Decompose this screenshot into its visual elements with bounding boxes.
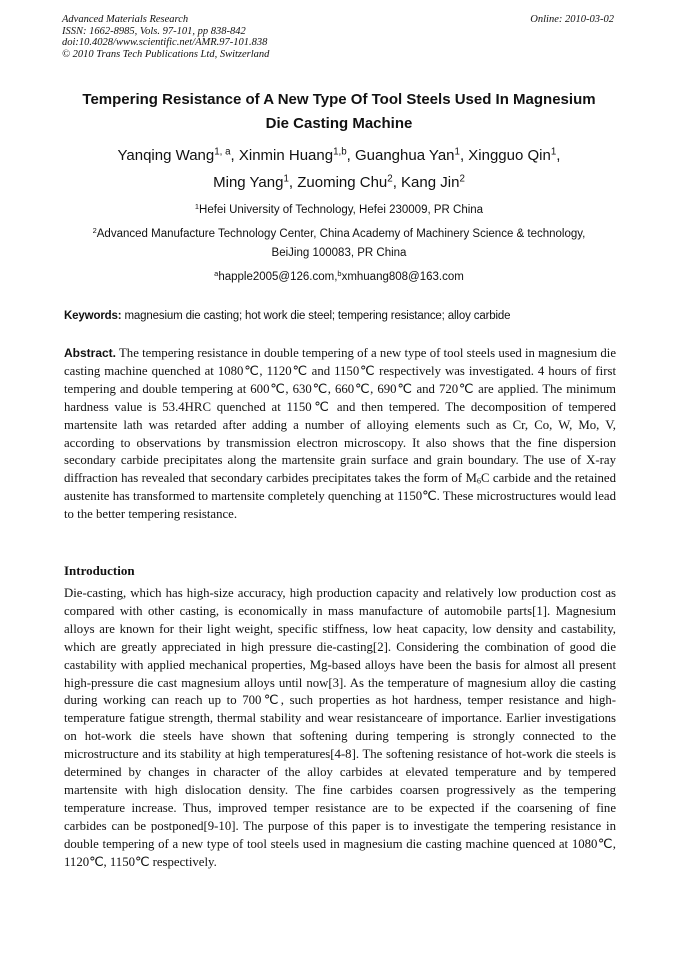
author-line-2 xyxy=(40,169,638,196)
title-line-2: Die Casting Machine xyxy=(265,115,413,132)
introduction-paragraph: Die-casting, which has high-size accuracy, high production capacity and relatively low production cost as compared with other casting, is economically in mass manufacture of automobile parts[1]. Magnesium alloys are known for their light weight, specific stiffness, low heat capacity, low density and castability, which are greatly appreciated in high pressure die-casting[2]. Considering the combination of good die castability with applied mechanical properties, Mg-based alloys have been the basis for almost all present high-pressure die cast magnesium alloys until now[3]. As the temperature of magnesium alloy die casting during working can reach up to 700℃, such properties as hot hardness, temper resistance and high-temperature fatigue strength, thermal stability and wear resistanceare of importance. Earlier investigations on hot-work die steels have shown that softening during tempering is strongly connected to the microstructure and its stability at high temperatures[4-8]. The softening resistance of hot-work die steels is determined by changes in character of the alloy carbides at elevated temperature and by tempered martensite with high dislocation density. The fine carbides coarsen progressively as the tempering temperature increase. Thus, improved temper resistance are to be expected if the coarsening of fine carbides can be postponed[9-10]. The purpose of this paper is to investigate the tempering resistance in double tempering of a new type of tool steels used in magnesium die casting machine quenced at 1080℃, 1120℃, 1150℃ respectively. xyxy=(64,586,616,869)
journal-header xyxy=(62,14,269,60)
online-date: Online: 2010-03-02 xyxy=(530,14,614,25)
affiliation-text: Hefei University of Technology, Hefei 230009, PR China xyxy=(199,204,484,216)
author-sup: 2 xyxy=(459,173,465,185)
abstract-text: The tempering resistance in double tempering of a new type of tool steels used in magnesium die casting machine quenched at 1080℃, 1120℃ and 1150℃ respectively was investigated. 4 hours of first tempering and double tempering at 600℃, 630℃, 660℃, 690℃ and 720℃ are applied. The minimum hardness value is 53.4HRC quenched at 1150℃ and then tempered. The decomposition of tempered martensite lath was retarded after adding a number of alloying elements such as Cr, Co, W, Mo, V, according to observations by transmission electron microscopy. It also shows that the fine dispersion secondary carbide precipitates along the martensite grain surface and grain boundary. The use of X-ray diffraction has revealed that secondary carbides precipitates takes the form of M xyxy=(64,346,616,486)
abstract-text-cont: C carbide and the retained austenite has transformed to martensite completely quenching at 1150℃. These microstructures would lead to the better tempering resistance. xyxy=(64,471,616,522)
author-emails xyxy=(40,268,638,287)
journal-issn: ISSN: 1662-8985, Vols. 97-101, pp 838-842 xyxy=(62,25,246,37)
paper-title xyxy=(40,88,638,136)
author-sup: 2 xyxy=(387,173,393,185)
email-sup: a xyxy=(214,268,219,278)
author-name: , Xingguo Qin xyxy=(459,147,551,164)
author-name: Yanqing Wang xyxy=(117,147,215,164)
affiliation-2 xyxy=(40,225,638,263)
author-sup: 1, a xyxy=(214,146,231,158)
author-name: Ming Yang xyxy=(213,174,284,191)
journal-copyright: © 2010 Trans Tech Publications Ltd, Switzerland xyxy=(62,48,270,60)
keywords xyxy=(64,307,616,325)
title-line-1: Tempering Resistance of A New Type Of Tool Steels Used In Magnesium xyxy=(82,91,596,108)
keywords-text: magnesium die casting; hot work die steel; tempering resistance; alloy carbide xyxy=(121,310,511,322)
affiliation-sup: 2 xyxy=(92,225,97,235)
author-name: , Xinmin Huang xyxy=(230,147,334,164)
author-name: , Kang Jin xyxy=(392,174,460,191)
email-b: xmhuang808@163.com xyxy=(341,271,464,283)
affiliation-sup: 1 xyxy=(194,201,200,211)
author-sep: , xyxy=(556,147,561,164)
affiliation-2-line-1 xyxy=(40,225,638,244)
abstract-subscript: 6 xyxy=(476,477,481,486)
email-a: happle2005@126.com, xyxy=(218,271,338,283)
author-sup: 1 xyxy=(283,173,289,185)
affiliation-2-line-2: BeiJing 100083, PR China xyxy=(271,247,407,259)
email-sup: b xyxy=(337,268,342,278)
author-name: , Zuoming Chu xyxy=(288,174,388,191)
affiliation-text: Advanced Manufacture Technology Center, China Academy of Machinery Science & technology, xyxy=(96,228,586,240)
author-name: , Guanghua Yan xyxy=(346,147,455,164)
affiliation-1 xyxy=(40,201,638,220)
author-list xyxy=(40,142,638,196)
author-sup: 1 xyxy=(454,146,460,158)
abstract-label: Abstract. xyxy=(64,346,117,360)
abstract xyxy=(64,345,616,524)
journal-doi: doi:10.4028/www.scientific.net/AMR.97-101.838 xyxy=(62,37,268,48)
section-heading-introduction: Introduction xyxy=(64,563,135,578)
author-sup: 1 xyxy=(550,146,557,158)
keywords-label: Keywords: xyxy=(64,310,122,322)
author-line-1 xyxy=(40,142,638,169)
author-sup: 1,b xyxy=(333,146,347,158)
journal-name: Advanced Materials Research xyxy=(62,14,189,25)
